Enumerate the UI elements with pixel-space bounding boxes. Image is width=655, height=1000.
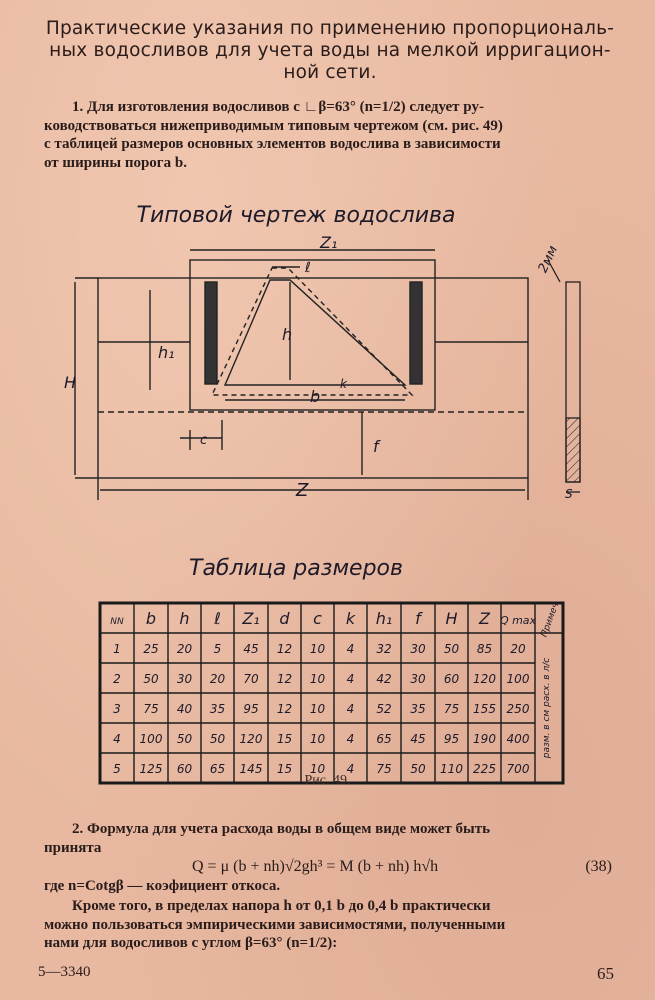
table-header-cell: d: [279, 609, 290, 628]
paragraph-1: [44, 98, 622, 172]
table-header-cell: Z: [479, 609, 490, 628]
formula-row: [44, 858, 622, 880]
table-cell: 15: [276, 732, 293, 746]
section-heading: [40, 18, 620, 84]
table-cell: 50: [410, 762, 426, 776]
table-cell: 10: [309, 762, 326, 776]
label-b: b: [310, 387, 321, 406]
table-header-cell: h₁: [375, 609, 393, 628]
table-cell: 65: [376, 732, 392, 746]
label-L: Z: [296, 480, 309, 501]
table-cell: 65: [209, 762, 226, 776]
table-cell: 60: [176, 762, 193, 776]
label-h1: h₁: [158, 343, 175, 362]
table-cell: 75: [376, 762, 392, 776]
table-cell: 120: [239, 732, 263, 746]
para2-line: принята: [44, 839, 102, 856]
para3-line: нами для водосливов с углом β=63° (n=1/2):: [44, 935, 338, 951]
weir-notch-outer: [212, 268, 412, 395]
para3-line: можно пользоваться эмпирическими зависимостями, полученными: [44, 916, 506, 933]
table-cell: 4: [346, 672, 355, 686]
table-header-cell: f: [415, 609, 421, 628]
figure-49: [0, 190, 655, 790]
table-cell: 45: [243, 642, 259, 656]
table-cell: 4: [346, 732, 355, 746]
table-cell: 85: [476, 642, 493, 656]
para3-line: Кроме того, в пределах напора h от 0,1 b до 0,4 b практически: [72, 898, 491, 914]
table-cell: 45: [410, 732, 426, 746]
signature-mark: 5—3340: [38, 964, 91, 980]
formula-38: Q = μ (b + nh)√2gh³ = M (b + nh) h√h: [192, 858, 439, 875]
table-header-cell: Q max: [499, 614, 537, 627]
table-cell: 100: [139, 732, 163, 746]
table-cell: 100: [506, 672, 530, 686]
heading-line: ной сети.: [283, 62, 377, 83]
table-cell: 20: [176, 642, 193, 656]
table-cell: 60: [443, 672, 460, 686]
paragraph-3: [44, 897, 622, 953]
figure-caption: Рис. 49.: [304, 773, 351, 788]
drawing-title: Типовой чертеж водослива: [136, 203, 456, 228]
table-cell: 10: [309, 642, 326, 656]
table-header-cell: NN: [110, 617, 124, 627]
label-h: h: [282, 325, 293, 344]
table-units-note: разм. в см расх. в л/с: [542, 657, 552, 759]
para1-line: с таблицей размеров основных элементов водослива в зависимости: [44, 136, 501, 152]
weir-drawing: [75, 250, 528, 500]
table-cell: 50: [443, 642, 460, 656]
table-cell: 4: [346, 702, 355, 716]
label-k: k: [340, 377, 347, 391]
table-cell: 32: [376, 642, 392, 656]
table-header-note: Примеч.: [539, 598, 563, 639]
label-c: c: [200, 433, 208, 448]
table-cell: 400: [506, 732, 530, 746]
table-cell: 4: [346, 642, 355, 656]
table-cell: 10: [309, 732, 326, 746]
para1-line: от ширины порога b.: [44, 154, 187, 171]
table-cell: 12: [276, 642, 293, 656]
paragraph-2: [44, 820, 622, 857]
table-cell: 3: [113, 702, 121, 716]
label-s: S: [565, 487, 573, 501]
heading-line: ных водосливов для учета воды на мелкой ирригацион-: [49, 40, 611, 61]
table-header-cell: c: [313, 609, 322, 628]
table-cell: 95: [443, 732, 460, 746]
table-cell: 30: [176, 672, 193, 686]
table-cell: 42: [376, 672, 392, 686]
label-l: ℓ: [305, 260, 311, 276]
table-cell: 25: [143, 642, 159, 656]
table-cell: 70: [243, 672, 259, 686]
table-cell: 5: [213, 642, 222, 656]
dimensions-table: [100, 599, 563, 783]
table-cell: 75: [443, 702, 460, 716]
bolt-strip-right: [410, 282, 422, 384]
table-cell: 30: [410, 642, 426, 656]
table-cell: 20: [209, 672, 226, 686]
heading-line: Практические указания по применению пропорциональ-: [45, 18, 615, 39]
table-title: Таблица размеров: [189, 556, 403, 581]
side-profile: [548, 260, 580, 492]
bolt-strip-left: [205, 282, 217, 384]
table-cell: 12: [276, 672, 293, 686]
table-cell: 190: [473, 732, 496, 746]
table-header-cell: Z₁: [242, 609, 260, 628]
table-cell: 4: [113, 732, 121, 746]
table-cell: 15: [276, 762, 293, 776]
para1-line: ководствоваться нижеприводимым типовым чертежом (см. рис. 49): [44, 117, 503, 134]
table-cell: 30: [410, 672, 426, 686]
equation-number: (38): [585, 858, 612, 875]
formula-note: где n=Cotgβ — коэфициент откоса.: [44, 878, 281, 894]
table-cell: 35: [410, 702, 426, 716]
table-cell: 125: [139, 762, 163, 776]
table-cell: 120: [473, 672, 496, 686]
table-header-cell: ℓ: [214, 609, 221, 628]
table-cell: 50: [209, 732, 226, 746]
table-cell: 20: [510, 642, 526, 656]
para1-line: 1. Для изготовления водосливов с ∟β=63° (n=1/2) следует ру-: [72, 99, 484, 115]
para2-line: 2. Формула для учета расхода воды в общем виде может быть: [72, 821, 491, 837]
table-header-cell: k: [345, 609, 356, 628]
table-cell: 145: [239, 762, 263, 776]
table-cell: 4: [346, 762, 355, 776]
table-cell: 700: [506, 762, 530, 776]
table-cell: 95: [243, 702, 259, 716]
table-cell: 52: [376, 702, 392, 716]
table-cell: 155: [473, 702, 496, 716]
table-cell: 35: [209, 702, 226, 716]
table-cell: 50: [176, 732, 193, 746]
table-cell: 250: [506, 702, 530, 716]
table-cell: 50: [143, 672, 159, 686]
table-cell: 110: [440, 762, 463, 776]
table-cell: 2: [113, 672, 121, 686]
table-cell: 12: [276, 702, 293, 716]
table-cell: 5: [113, 762, 121, 776]
weir-plate-outline: [98, 278, 528, 478]
label-thickness: 2мм: [535, 243, 561, 276]
page-number: 65: [597, 964, 614, 983]
table-header-cell: H: [445, 609, 458, 628]
table-header-cell: h: [179, 609, 190, 628]
table-cell: 75: [143, 702, 159, 716]
label-H: H: [64, 373, 77, 392]
table-cell: 10: [309, 672, 326, 686]
label-L1: Z₁: [320, 233, 338, 252]
table-cell: 40: [176, 702, 193, 716]
label-f: f: [373, 437, 379, 456]
table-cell: 10: [309, 702, 326, 716]
table-cell: 225: [473, 762, 496, 776]
table-header-cell: b: [145, 609, 157, 628]
table-cell: 1: [113, 642, 121, 656]
profile-hatched: [566, 418, 580, 482]
